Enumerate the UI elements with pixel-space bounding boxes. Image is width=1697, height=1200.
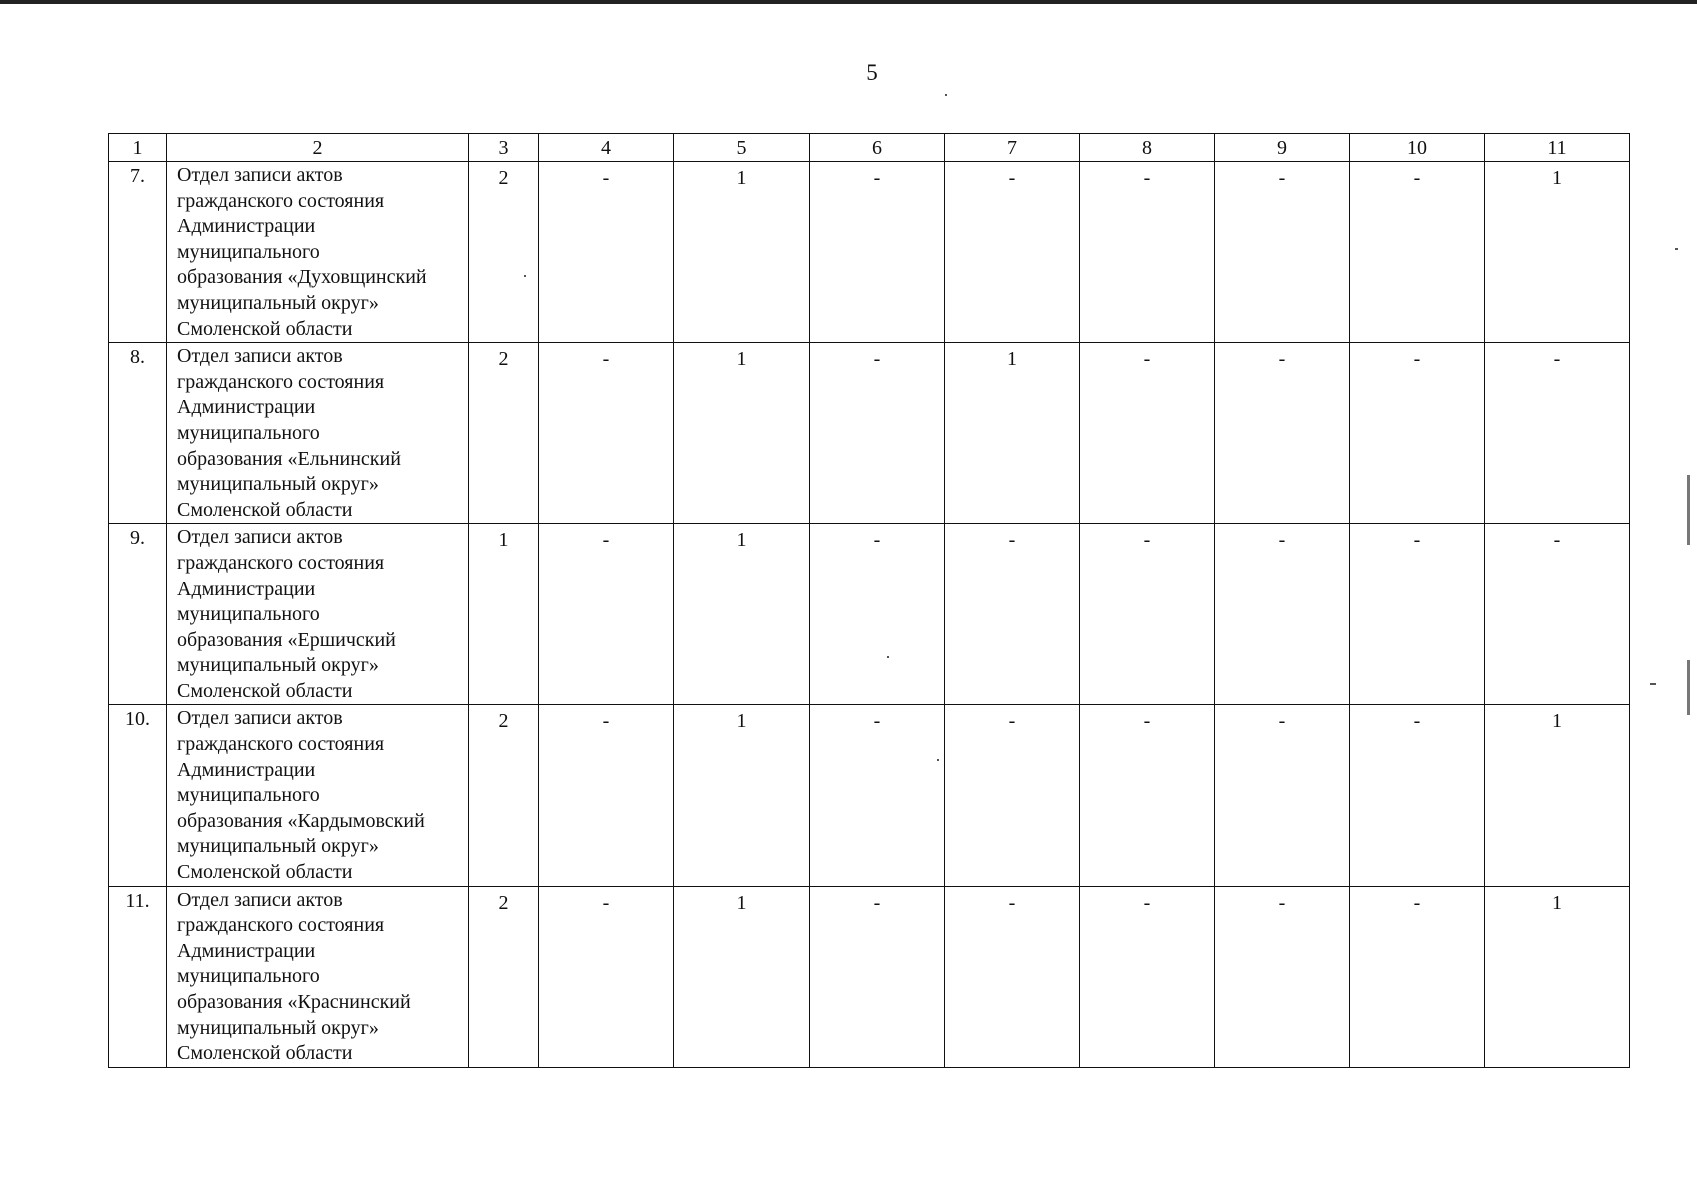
organization-name-line: Отдел записи актов bbox=[177, 888, 343, 911]
scan-speck bbox=[1687, 660, 1690, 715]
column-header: 4 bbox=[539, 134, 674, 162]
organization-name-line: образования «Духовщинский bbox=[177, 266, 427, 289]
value-cell: - bbox=[539, 705, 674, 886]
organization-name-line: Смоленской области bbox=[177, 317, 353, 340]
organization-name-line: гражданского состояния bbox=[177, 733, 385, 756]
column-header: 11 bbox=[1485, 134, 1630, 162]
value-cell: - bbox=[945, 524, 1080, 705]
value-cell: - bbox=[1080, 886, 1215, 1067]
table-row bbox=[109, 524, 1630, 705]
value-cell: - bbox=[1080, 343, 1215, 524]
value-cell: 1 bbox=[674, 705, 810, 886]
organization-name-line: образования «Ершичский bbox=[177, 628, 396, 651]
table-row bbox=[109, 162, 1630, 343]
value-cell: - bbox=[1485, 524, 1630, 705]
organization-name-line: Администрации bbox=[177, 215, 316, 238]
value-cell: 2 bbox=[469, 162, 539, 343]
organization-name-line: Смоленской области bbox=[177, 679, 353, 702]
value-cell: - bbox=[945, 162, 1080, 343]
column-header: 9 bbox=[1215, 134, 1350, 162]
value-cell: - bbox=[1350, 886, 1485, 1067]
value-cell: - bbox=[539, 524, 674, 705]
organization-name-line: муниципального bbox=[177, 603, 320, 626]
organization-name-line: муниципальный округ» bbox=[177, 654, 379, 677]
value-cell: 2 bbox=[469, 343, 539, 524]
organization-name-line: образования «Кардымовский bbox=[177, 809, 425, 832]
table-row bbox=[109, 343, 1630, 524]
organization-name-line: Смоленской области bbox=[177, 498, 353, 521]
value-cell: 2 bbox=[469, 886, 539, 1067]
value-cell: 1 bbox=[1485, 705, 1630, 886]
organization-name-line: образования «Ельнинский bbox=[177, 447, 401, 470]
organization-name-line: муниципальный округ» bbox=[177, 291, 379, 314]
value-cell: - bbox=[539, 886, 674, 1067]
organization-name bbox=[167, 162, 469, 343]
value-cell: - bbox=[1080, 705, 1215, 886]
value-cell: 1 bbox=[1485, 886, 1630, 1067]
organization-name-line: Смоленской области bbox=[177, 861, 353, 884]
column-header: 3 bbox=[469, 134, 539, 162]
scan-speck bbox=[945, 94, 947, 96]
scan-speck bbox=[887, 656, 889, 658]
organization-name-line: Отдел записи актов bbox=[177, 345, 343, 368]
organization-name-line: Отдел записи актов bbox=[177, 707, 343, 730]
header-row bbox=[109, 134, 1630, 162]
organization-name-line: муниципального bbox=[177, 784, 320, 807]
organization-name-line: Отдел записи актов bbox=[177, 526, 343, 549]
scan-speck bbox=[1675, 248, 1678, 250]
value-cell: - bbox=[1350, 524, 1485, 705]
organization-name bbox=[167, 886, 469, 1067]
value-cell: - bbox=[810, 162, 945, 343]
scan-top-edge bbox=[0, 0, 1697, 4]
row-number: 8. bbox=[109, 343, 167, 524]
value-cell: 2 bbox=[469, 705, 539, 886]
value-cell: 1 bbox=[674, 162, 810, 343]
organization-name-line: муниципальный округ» bbox=[177, 835, 379, 858]
organization-name bbox=[167, 705, 469, 886]
value-cell: - bbox=[1215, 343, 1350, 524]
value-cell: - bbox=[810, 886, 945, 1067]
value-cell: - bbox=[1215, 162, 1350, 343]
row-number: 9. bbox=[109, 524, 167, 705]
organization-name-line: Смоленской области bbox=[177, 1042, 353, 1065]
scan-speck bbox=[1687, 475, 1690, 545]
scan-speck bbox=[937, 759, 939, 761]
value-cell: - bbox=[810, 524, 945, 705]
value-cell: - bbox=[539, 343, 674, 524]
column-header: 7 bbox=[945, 134, 1080, 162]
organization-name-line: муниципального bbox=[177, 240, 320, 263]
value-cell: - bbox=[1215, 886, 1350, 1067]
value-cell: - bbox=[1350, 705, 1485, 886]
page-number: 5 bbox=[866, 60, 878, 85]
value-cell: 1 bbox=[674, 886, 810, 1067]
value-cell: 1 bbox=[469, 524, 539, 705]
organization-name-line: Администрации bbox=[177, 577, 316, 600]
value-cell: - bbox=[1215, 524, 1350, 705]
organization-name-line: муниципального bbox=[177, 421, 320, 444]
organization-name bbox=[167, 524, 469, 705]
value-cell: 1 bbox=[674, 524, 810, 705]
column-header: 1 bbox=[109, 134, 167, 162]
value-cell: - bbox=[1080, 524, 1215, 705]
organization-name-line: муниципальный округ» bbox=[177, 1016, 379, 1039]
column-header: 2 bbox=[167, 134, 469, 162]
value-cell: - bbox=[810, 705, 945, 886]
value-cell: - bbox=[1350, 162, 1485, 343]
table-row bbox=[109, 705, 1630, 886]
value-cell: 1 bbox=[1485, 162, 1630, 343]
organization-name-line: образования «Краснинский bbox=[177, 991, 411, 1013]
organization-name-line: Администрации bbox=[177, 939, 316, 962]
organization-name-line: муниципальный округ» bbox=[177, 473, 379, 496]
organization-name-line: гражданского состояния bbox=[177, 551, 385, 574]
value-cell: - bbox=[539, 162, 674, 343]
organization-name-line: гражданского состояния bbox=[177, 370, 385, 393]
table-body bbox=[109, 162, 1630, 1068]
table-row bbox=[109, 886, 1630, 1067]
value-cell: - bbox=[810, 343, 945, 524]
organization-name-line: гражданского состояния bbox=[177, 914, 385, 937]
column-header: 5 bbox=[674, 134, 810, 162]
column-header: 8 bbox=[1080, 134, 1215, 162]
value-cell: - bbox=[1485, 343, 1630, 524]
organization-name-line: гражданского состояния bbox=[177, 189, 385, 212]
row-number: 7. bbox=[109, 162, 167, 343]
value-cell: 1 bbox=[674, 343, 810, 524]
scan-speck bbox=[524, 275, 526, 277]
organization-name-line: Администрации bbox=[177, 396, 316, 419]
column-header: 6 bbox=[810, 134, 945, 162]
value-cell: - bbox=[1215, 705, 1350, 886]
value-cell: - bbox=[1080, 162, 1215, 343]
value-cell: - bbox=[1350, 343, 1485, 524]
organization-name-line: Отдел записи актов bbox=[177, 164, 343, 186]
organization-name-line: Администрации bbox=[177, 758, 316, 781]
row-number: 11. bbox=[109, 886, 167, 1067]
organization-name-line: муниципального bbox=[177, 965, 320, 988]
data-table bbox=[108, 133, 1630, 1068]
column-header: 10 bbox=[1350, 134, 1485, 162]
value-cell: - bbox=[945, 705, 1080, 886]
scan-speck bbox=[1650, 683, 1656, 685]
value-cell: 1 bbox=[945, 343, 1080, 524]
organization-name bbox=[167, 343, 469, 524]
row-number: 10. bbox=[109, 705, 167, 886]
value-cell: - bbox=[945, 886, 1080, 1067]
